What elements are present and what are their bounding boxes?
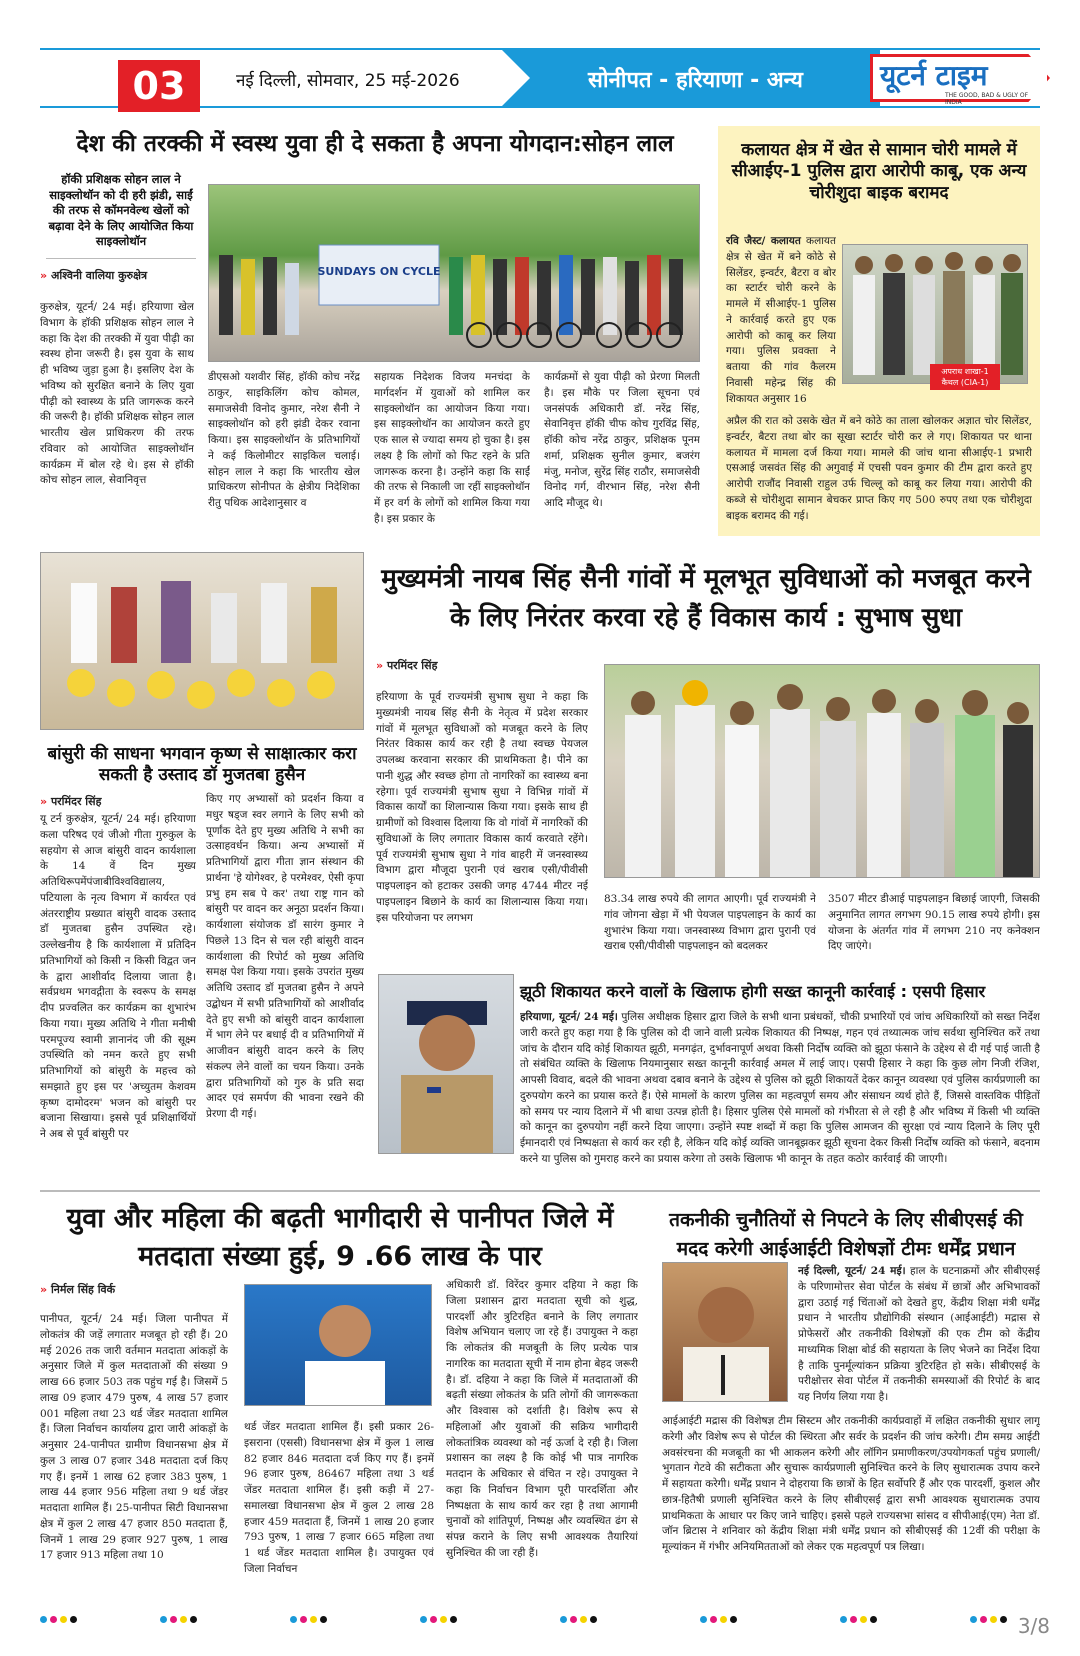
inauguration-photo [604, 664, 1040, 878]
story1-column-2: डीएसओ यशवीर सिंह, हॉकी कोच नरेंद्र ठाकुर, साइकिलिंग कोच कोमल, समाजसेवी विनोद कुमार, नरेश सैनी ने साइक्लोथॉन को हरी झंडी देकर रवाना किया। इस साइक्लोथॉन के प्रतिभागियों ने कई किलोमीटर साइकिल चलाई। सोहन लाल ने कहा कि भारतीय खेल प्राधिकरण सोनीपत के क्षेत्रीय निदेशिका रीतु पथिक आदेशानुसार व [208, 371, 360, 509]
story7-text-top [798, 1264, 1040, 1412]
color-registration-dots [700, 1608, 740, 1616]
section-divider [40, 1190, 1040, 1192]
story2-headline: कलायत क्षेत्र में खेत से सामान चोरी मामले में सीआईए-1 पुलिस द्वारा आरोपी काबू, एक अन्य चोरीशुदा बाइक बरामद [731, 140, 1027, 203]
officer-portrait-art [379, 975, 514, 1154]
story6-headline: युवा और महिला की बढ़ती भागीदारी से पानीपत जिले में मतदाता संख्या हुई, 9 .66 लाख के पार [66, 1203, 614, 1272]
official-portrait-art [245, 1285, 432, 1406]
story1-headline: देश की तरक्की में स्वस्थ युवा ही दे सकता है अपना योगदान:सोहन लाल [76, 131, 674, 157]
cyclothon-photo [208, 184, 700, 362]
story4-column-2: 83.34 लाख रुपये की लागत आएगी। पूर्व राज्यमंत्री ने गांव जोगना खेड़ा में भी पेयजल पाइपलाइन के कार्य का शुभारंभ किया गया। जनस्वास्थ्य विभाग द्वारा पुरानी एवं खराब एसी/पीवीसी पाइपलाइन को बदलकर [604, 893, 816, 953]
inauguration-scene-art [605, 665, 1040, 878]
story4-headline: मुख्यमंत्री नायब सिंह सैनी गांवों में मूलभूत सुविधाओं को मजबूत करने के लिए निरंतर करवा रहे हैं विकास कार्य : सुभाष सुधा [381, 564, 1031, 633]
story4-column-1: हरियाणा के पूर्व राज्यमंत्री सुभाष सुधा ने कहा कि मुख्यमंत्री नायब सिंह सैनी के नेतृत्व में प्रदेश सरकार गांवों में मूलभूत सुविधाओं को मजबूत करने के लिए निरंतर विकास कार्य कर रही है तथा स्वच्छ पेयजल उपलब्ध करवाना सरकार की प्राथमिकता है। पीने का पानी शुद्ध और स्वच्छ होगा तो नागरिकों का स्वास्थ्य बना रहेगा। पूर्व राज्यमंत्री सुभाष सुधा ने विभिन्न गांवों में विकास कार्यों का शिलान्यास किया गया। इसके साथ ही ग्रामीणों को विश्वास दिलाया कि वो गांवों में नागरिकों की सुविधाओं के लिए लगातार विकास कार्य करवाते रहेंगे। पूर्व राज्यमंत्री सुभाष सुधा ने गांव बाहरी में जनस्वास्थ्य विभाग द्वारा मौजूदा पुरानी एवं खराब एसी/पीवीसी पाइपलाइन को हटाकर उसकी जगह 4744 मीटर नई पाइपलाइन बिछाने के कार्य का शिलान्यास किया गया। इस परियोजना पर लगभग [376, 691, 588, 924]
brand-logo: यूटर्न टाइम [880, 59, 988, 92]
story2-text-top [726, 234, 836, 410]
minister-photo [662, 1262, 788, 1402]
story6-byline: » निर्मल सिंह विर्क [40, 1282, 220, 1297]
story7-text-bottom: आईआईटी मद्रास की विशेषज्ञ टीम सिस्टम और तकनीकी कार्यप्रवाहों में लक्षित तकनीकी सुधार लागू करेगी और विशेष रूप से पोर्टल की स्थिरता और सर्वर के प्रदर्शन की जांच करेगी। टीम समग्र आईटी अवसंरचना की मजबूती का भी आकलन करेगी और लॉगिन प्रमाणीकरण/उपयोगकर्ता पहुंच प्रणाली/भुगतान गेटवे की सटीकता और सुचारू कार्यप्रणाली सुनिश्चित करने के लिए सुधारात्मक उपाय करने में सहायता करेगी। धर्मेंद्र प्रधान ने दोहराया कि छात्रों के हित सर्वोपरि हैं और एक पारदर्शी, कुशल और छात्र-हितैषी प्रणाली सुनिश्चित करने के लिए सीबीएसई द्वारा सभी आवश्यक सुधारात्मक उपाय प्राथमिकता के आधार पर किए जाने चाहिए। इससे पहले राज्यसभा सांसद व सीपीआई(एम) नेता डॉ. जॉन ब्रिटास ने शनिवार को केंद्रीय शिक्षा मंत्री धर्मेंद्र प्रधान को सीबीएसई की 12वीं की परीक्षा के मूल्यांकन में गंभीर अनियमितताओं को लेकर एक महत्वपूर्ण पत्र लिखा। [662, 1415, 1040, 1553]
story1-column-3: सहायक निदेशक विजय मनचंदा के मार्गदर्शन में युवाओं को शामिल कर साइक्लोथॉन का आयोजन किया गया। इस साइक्लोथॉन का आयोजन करते हुए एक साल से ज्यादा समय हो चुका है। इस लक्ष्य है कि लोगों को फिट रहने के प्रति जागरूक करना है। उन्होंने कहा कि साईं की तरफ से निकाली जा रहीं साइक्लोथॉन में हर वर्ग के लोगों को शामिल किया गया है। इस प्रकार के [374, 371, 530, 525]
story4-column-3: 3507 मीटर डीआई पाइपलाइन बिछाई जाएगी, जिसकी अनुमानित लागत लगभग 90.15 लाख रुपये होगी। इस योजना के अंतर्गत गांव में लगभग 210 नए कनेक्शन दिए जाएंगे। [828, 893, 1040, 953]
color-registration-dots [160, 1608, 200, 1616]
story7-headline: तकनीकी चुनौतियों से निपटने के लिए सीबीएसई की मदद करेगी आईआईटी विशेषज्ञों टीमः धर्मेंद्र प्रधान [669, 1209, 1023, 1260]
story2-byline: रवि जैस्ट/ कलायत [726, 235, 801, 247]
story5-text [520, 1010, 1040, 1178]
story5-headline: झूठी शिकायत करने वालों के खिलाफ होगी सख्त कानूनी कार्रवाई : एसपी हिसार [520, 982, 986, 1001]
story3-column-1: यू टर्न कुरुक्षेत्र, यूटर्न/ 24 मई। हरियाणा कला परिषद एवं जीओ गीता गुरुकुल के सहयोग से आज बांसुरी वादन कार्यशाला के 14 वें दिन मुख्य अतिथिरूपमेंपंजाबीविश्वविद्यालय, पटियाला के नृत्य विभाग में कार्यरत एवं अंतरराष्ट्रीय प्रख्यात बांसुरी वादक उस्ताद डॉ मुजतबा हुसैन उपस्थित रहे। उल्लेखनीय है कि कार्यशाला में प्रतिदिन प्रतिभागियों को किसी न किसी विद्वत जन के द्वारा आशीर्वाद दिलाया जाता है। सर्वप्रथम भगवद्गीता के स्वरूप के समक्ष दीप प्रज्वलित कर कार्यक्रम का शुभारंभ किया गया। मुख्य अतिथि ने गीता मनीषी परमपूज्य स्वामी ज्ञानानंद जी की सूक्ष्म उपस्थिति को नमन करते हुए सभी प्रतिभागियों को बांसुरी के महत्त्व को समझाते हुए इस पर 'अच्युतम केशवम कृष्ण दामोदरम' भजन को बांसुरी पर बजाना सिखाया। इससे पूर्व प्रशिक्षार्थियों ने अब से पूर्व बांसुरी पर [40, 813, 196, 1140]
color-registration-dots [560, 1608, 600, 1616]
page-counter: 3/8 [1017, 1614, 1050, 1638]
brand-tagline: THE GOOD, BAD & UGLY OF INDIA [945, 92, 1029, 106]
story5-dateline: हरियाणा, यूटर्न/ 24 मई। [520, 1011, 618, 1023]
story2-text-bottom: अप्रैल की रात को उसके खेत में बने कोठे का ताला खोलकर अज्ञात चोर सिलेंडर, इन्वर्टर, बैटरा तथा बोर का सूखा स्टार्टर चोरी कर ले गए। शिकायत पर थाना कलायत में मामला दर्ज किया गया। मामले की जांच थाना सीआईए-1 प्रभारी एसआई जसवंत सिंह की अगुवाई में एचसी पवन कुमार की टीम द्वारा करते हुए आरोपी राजौंद निवासी राहुल उर्फ चिल्लू को काबू कर लिया गया। आरोपी की कब्जे से चोरीशुदा सामान बेचकर प्राप्त किए गए 500 रुपए तथा एक चोरीशुदा बाइक बरामद की गई। [726, 415, 1032, 522]
story3-headline: बांसुरी की साधना भगवान कृष्ण से साक्षात्कार करा सकती है उस्ताद डॉ मुजतबा हुसैन [47, 744, 357, 786]
color-registration-dots [840, 1608, 880, 1616]
cyclothon-scene-art [209, 185, 700, 362]
story7-dateline: नई दिल्ली, यूटर्न/ 24 मई। [798, 1265, 906, 1277]
masthead [40, 48, 1040, 108]
story3-column-2: किए गए अभ्यासों को प्रदर्शन किया व मधुर षड्ज स्वर लगाने के लिए सभी को पूर्णांक देते हुए मुख्य अतिथि ने सभी का उत्साहवर्धन किया। अन्य अभ्यासों में प्रतिभागियों द्वारा गीता ज्ञान संस्थान की प्रार्थना 'हे योगेश्वर, हे परमेश्वर, ऐसी कृपा प्रभु हम सब पे कर' तथा राष्ट्र गान को बांसुरी पर वादन कर अनूठा प्रदर्शन किया। कार्यशाला संयोजक डॉ सारंग कुमार ने पिछले 13 दिन से चल रही बांसुरी वादन कार्यशाला की रिपोर्ट को मुख्य अतिथि समक्ष पेश किया गया। इसके उपरांत मुख्य अतिथि उस्ताद डॉ मुजतबा हुसैन ने अपने उद्बोधन में सभी प्रतिभागियों को आशीर्वाद देते हुए सभी को बांसुरी वादन कार्यशाला में भाग लेने पर बधाई दी व प्रतिभागियों में आजीवन बांसुरी वादन करने के लिए संकल्प लेने वालों का चयन किया। उनके द्वारा प्रतिभागियों को गुरु के प्रति सदा आदर एवं समर्पण की भावना रखने की प्रेरणा दी गई। [206, 793, 364, 1120]
story1-column-1: कुरुक्षेत्र, यूटर्न/ 24 मई। हरियाणा खेल विभाग के हॉकी प्रशिक्षक सोहन लाल ने कहा कि देश की तरक्की में युवा पीढ़ी का स्वस्थ होना जरूरी है। इस युवा के साथ ही भविष्य जुड़ा हुआ है। इसलिए देश के भविष्य को सुरक्षित बनाने के लिए युवा पीढ़ी को स्वास्थ्य के प्रति जागरूक करने की जरूरी है। हॉकी प्रशिक्षक सोहन लाल भारतीय खेल प्राधिकरण की तरफ रविवार को आयोजित साइक्लोथॉन कार्यक्रम में बोल रहे थे। इस से हॉकी कोच सोहन लाल, सेवानिवृत्त [40, 301, 194, 487]
workshop-scene-art [41, 553, 364, 730]
flute-workshop-photo [40, 552, 364, 730]
color-registration-dots [970, 1608, 1010, 1616]
story3-byline: » परमिंदर सिंह [40, 794, 190, 809]
color-registration-dots [290, 1608, 330, 1616]
page-number: 03 [118, 60, 200, 112]
story5-body: पुलिस अधीक्षक हिसार द्वारा जिले के सभी थाना प्रबंधकों, चौकी प्रभारियों एवं जांच अधिकारियों को सख्त निर्देश जारी करते हुए कहा गया है कि पुलिस को दी जाने वाली प्रत्येक शिकायत की निष्पक्ष, गहन एवं तथ्यात्मक जांच सर्वथा सुनिश्चित करें तथा जांच के दौरान यदि कोई शिकायत झूठी, मनगढ़ंत, दुर्भावनापूर्ण अथवा किसी निर्दोष व्यक्ति को झूठा फंसाने के उद्देश्य से दी गई पाई जाती है तो संबंधित व्यक्ति के खिलाफ नियमानुसार सख्त कानूनी कार्रवाई अमल में लाई जाए। एसपी हिसार ने कहा कि कुछ लोग निजी रंजिश, आपसी विवाद, बदले की भावना अथवा दबाव बनाने के उद्देश्य से पुलिस को झूठी शिकायतें देकर कानून व्यवस्था एवं पुलिस कार्यप्रणाली का दुरुपयोग करने का प्रयास करते हैं। ऐसे मामलों के कारण पुलिस का महत्वपूर्ण समय और संसाधन व्यर्थ होते हैं, जिससे वास्तविक पीड़ितों को समय पर न्याय दिलाने में भी बाधा उत्पन्न होती है। हिसार पुलिस ऐसे मामलों को गंभीरता से ले रही है और भविष्य में किसी भी व्यक्ति को कानून का दुरुपयोग नहीं करने दिया जाएगा। उन्होंने स्पष्ट शब्दों में कहा कि पुलिस आमजन की सुरक्षा एवं न्याय दिलाने के लिए पूरी ईमानदारी एवं निष्पक्षता से कार्य कर रही है, लेकिन यदि कोई व्यक्ति जानबूझकर झूठी सूचना देकर किसी निर्दोष व्यक्ति को फंसाने, बदनाम करने या पुलिस को गुमराह करने का प्रयास करेगा तो उसके खिलाफ भी कानून के तहत कठोर कार्रवाई की जाएगी। [520, 1011, 1040, 1165]
issue-date: नई दिल्ली, सोमवार, 25 मई-2026 [236, 71, 460, 91]
cia-badge: अपराध शाखा-1 कैथल (CIA-1) [930, 364, 1000, 390]
banner-text: SUNDAYS ON CYCLE [317, 265, 441, 278]
story1-byline: » अश्विनी वालिया कुरुक्षेत्र [40, 268, 200, 283]
story6-column-1: पानीपत, यूटर्न/ 24 मई। जिला पानीपत में लोकतंत्र की जड़ें लगातार मजबूत हो रही हैं। 20 मई 2026 तक जारी वर्तमान मतदाता आंकड़ों के अनुसार जिले में कुल मतदाताओं की संख्या 9 लाख 66 हजार 503 तक पहुंच गई है। जिसमें 5 लाख 09 हजार 479 पुरुष, 4 लाख 57 हजार 001 महिला तथा 23 थर्ड जेंडर मतदाता शामिल हैं। जिला निर्वाचन कार्यालय द्वारा जारी आंकड़ों के अनुसार 24-पानीपत ग्रामीण विधानसभा क्षेत्र में कुल 3 लाख 07 हजार 348 मतदाता दर्ज किए गए हैं। इनमें 1 लाख 62 हजार 383 पुरुष, 1 लाख 44 हजार 956 महिला तथा 9 थर्ड जेंडर मतदाता शामिल हैं। 25-पानीपत सिटी विधानसभा क्षेत्र में कुल 2 लाख 47 हजार 850 मतदाता हैं, जिनमें 1 लाख 29 हजार 927 पुरुष, 1 लाख 17 हजार 913 महिला तथा 10 [40, 1313, 228, 1562]
sp-hisar-photo [378, 974, 514, 1154]
minister-portrait-art [663, 1263, 788, 1402]
accused-photo [842, 244, 1028, 384]
story1-subheadline: हॉकी प्रशिक्षक सोहन लाल ने साइक्लोथॉन को दी हरी झंडी, साईं की तरफ से कॉमनवेल्थ खेलों को बढ़ावा देने के लिए आयोजित किया साइक्लोथॉन [48, 172, 194, 249]
divider [46, 258, 196, 259]
official-photo [244, 1284, 432, 1406]
section-name: सोनीपत - हरियाणा - अन्य [588, 68, 803, 93]
color-registration-dots [40, 1608, 80, 1616]
story7-lead: हाल के घटनाक्रमों और सीबीएसई के परिणामोत्तर सेवा पोर्टल के संबंध में छात्रों और अभिभावकों द्वारा उठाई गई चिंताओं को देखते हुए, केंद्रीय शिक्षा मंत्री धर्मेंद्र प्रधान ने भारतीय प्रौद्योगिकी संस्थान (आईआईटी) मद्रास से प्रोफेसरों और तकनीकी विशेषज्ञों की एक टीम को केंद्रीय माध्यमिक शिक्षा बोर्ड की सहायता के लिए भेजने का निर्देश दिया है ताकि पुनर्मूल्यांकन प्रक्रिया त्रुटिरहित हो सके। सीबीएसई के परीक्षोत्तर सेवा पोर्टल में तकनीकी समस्याओं की रिपोर्ट के बाद यह निर्णय लिया गया है। [798, 1265, 1040, 1403]
story6-column-3: अधिकारी डॉ. विरेंदर कुमार दहिया ने कहा कि जिला प्रशासन द्वारा मतदाता सूची को शुद्ध, पारदर्शी और त्रुटिरहित बनाने के लिए लगातार विशेष अभियान चलाए जा रहे हैं। उपायुक्त ने कहा कि लोकतंत्र की मजबूती के लिए प्रत्येक पात्र नागरिक का मतदाता सूची में नाम होना बेहद जरूरी है। डॉ. दहिया ने कहा कि जिले में मतदाताओं की बढ़ती संख्या लोकतंत्र के प्रति लोगों की जागरूकता और विश्वास को दर्शाती है। विशेष रूप से महिलाओं और युवाओं की सक्रिय भागीदारी लोकतांत्रिक व्यवस्था को नई ऊर्जा दे रही है। जिला प्रशासन का लक्ष्य है कि कोई भी पात्र नागरिक मतदान के अधिकार से वंचित न रहे। उपायुक्त ने कहा कि निर्वाचन विभाग पूरी पारदर्शिता और निष्पक्षता के साथ कार्य कर रहा है तथा आगामी चुनावों को शांतिपूर्ण, निष्पक्ष और व्यवस्थित ढंग से संपन्न कराने के लिए सभी आवश्यक तैयारियां सुनिश्चित की जा रही हैं। [446, 1279, 638, 1559]
story6-column-2: थर्ड जेंडर मतदाता शामिल हैं। इसी प्रकार 26-इसराना (एससी) विधानसभा क्षेत्र में कुल 1 लाख 82 हजार 846 मतदाता दर्ज किए गए हैं। इनमें 96 हजार पुरुष, 86467 महिला तथा 3 थर्ड जेंडर मतदाता शामिल हैं। इसी कड़ी में 27- समालखा विधानसभा क्षेत्र में कुल 2 लाख 28 हजार 459 मतदाता हैं, जिनमें 1 लाख 20 हजार 793 पुरुष, 1 लाख 7 हजार 665 महिला तथा 1 थर्ड जेंडर मतदाता शामिल है। उपायुक्त एवं जिला निर्वाचन [244, 1421, 434, 1575]
story2-lead: कलायत क्षेत्र से खेत में बने कोठे से सिलेंडर, इन्वर्टर, बैटरा व बोर का स्टार्टर चोरी करने के मामले में सीआईए-1 पुलिस ने कार्रवाई करते हुए एक आरोपी को काबू कर लिया गया। पुलिस प्रवक्ता ने बताया की गांव कैलरम निवासी महेन्द्र सिंह की शिकायत अनुसार 16 [726, 235, 836, 405]
color-registration-dots [420, 1608, 460, 1616]
story1-column-4: कार्यक्रमों से युवा पीढ़ी को प्रेरणा मिलती है। इस मौके पर जिला सूचना एवं जनसंपर्क अधिकारी डॉ. नरेंद्र सिंह, सेवानिवृत्त हॉकी चीफ कोच गुरविंद्र सिंह, हॉकी कोच नरेंद्र ठाकुर, प्रशिक्षक पूनम शर्मा, प्रशिक्षक सुनील कुमार, बजरंग मंजु, मनोज, सुरेंद्र सिंह राठौर, समाजसेवी विनोद गर्ग, वीरभान सिंह, नरेश सैनी आदि मौजूद थे। [544, 371, 700, 509]
story4-byline: » परमिंदर सिंह [376, 658, 556, 673]
